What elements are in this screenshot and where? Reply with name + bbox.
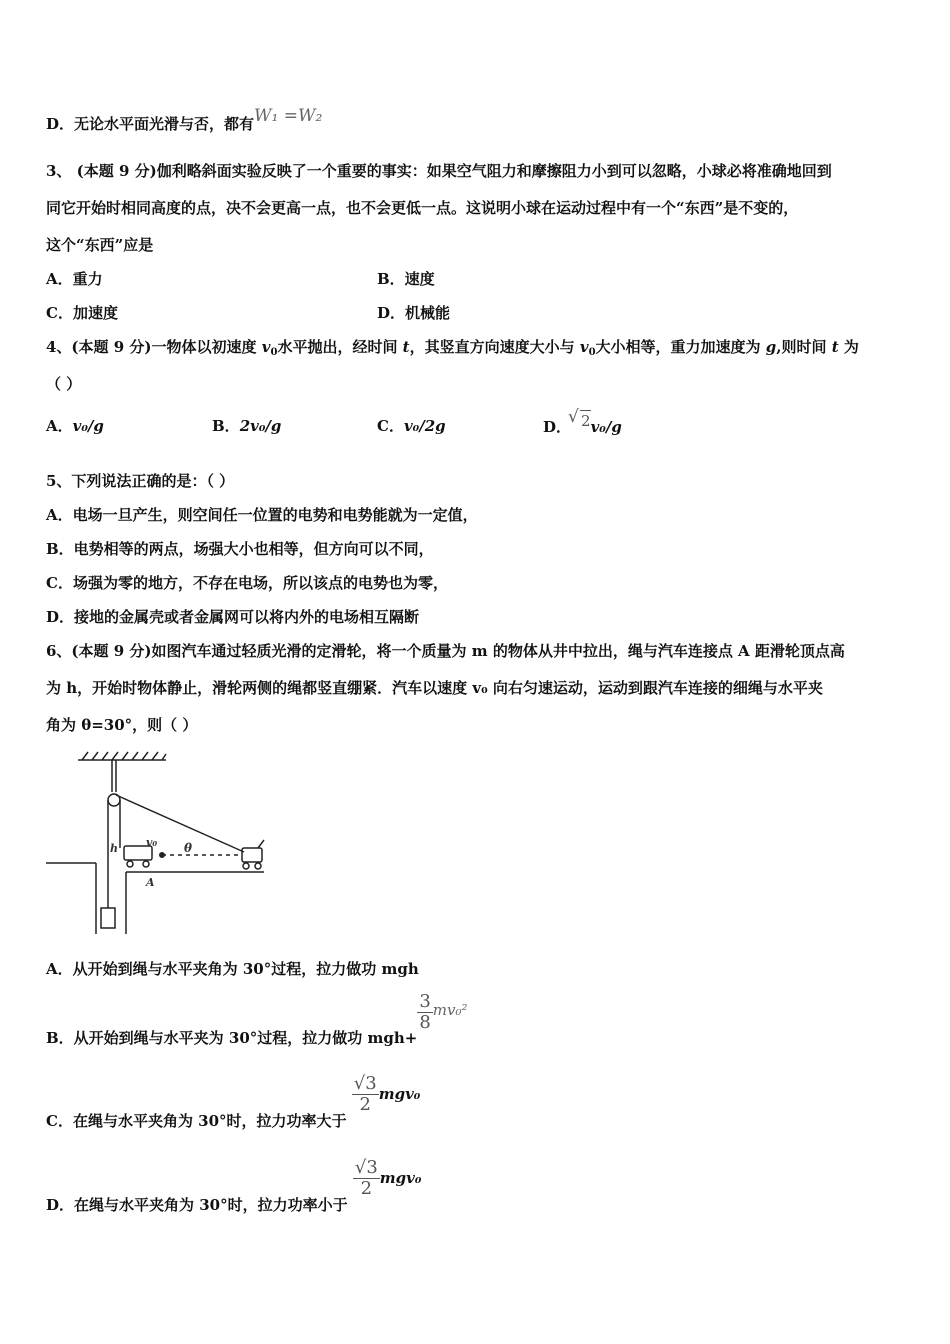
q3-option-b: B．速度 — [377, 270, 435, 288]
q6-stem-line3: 角为 θ=30°，则（ ） — [46, 716, 198, 734]
q2-option-d-text: 无论水平面光滑与否，都有 — [74, 115, 255, 133]
q5-stem: 5、下列说法正确的是：（ ） — [46, 472, 235, 490]
q4-option-a: A．v₀/g — [46, 417, 104, 435]
q3-stem-line3: 这个“东西”应是 — [46, 236, 154, 254]
label-A: A — [146, 876, 155, 889]
q3-option-a: A．重力 — [46, 270, 103, 288]
fraction-sqrt3-2: $\frac{√3}{2}$ — [354, 1157, 378, 1199]
q3-option-d: D．机械能 — [377, 304, 451, 322]
q6-stem-line2: 为 h，开始时物体静止，滑轮两侧的绳都竖直绷紧．汽车以速度 v₀ 向右匀速运动，运动到跟汽车连接的细绳与水平夹 — [46, 679, 823, 697]
fraction-sqrt3-2: $\frac{√3}{2}$ — [353, 1073, 377, 1115]
q6-option-c: C．在绳与水平夹角为 30°时，拉力功率大于 $\frac{√3}{2}$ mgv₀ — [46, 1073, 421, 1130]
q4-stem-line1: 4、(本题 9 分)一物体以初速度 $v_0$水平抛出，经时间 t，其竖直方向速度大小与 $v_0$大小相等，重力加速度为 g,则时间 t 为 — [46, 338, 859, 358]
sqrt-symbol: √ 2 — [580, 410, 591, 431]
pulley-car-figure — [46, 748, 268, 938]
car-end — [242, 848, 262, 862]
q2-option-d-math: W₁ =W₂ — [254, 106, 323, 126]
q3-option-c: C．加速度 — [46, 304, 118, 322]
label-theta: θ — [184, 841, 193, 855]
q4-option-d: D．√ 2v₀/g — [543, 416, 622, 437]
label-h: h — [110, 842, 118, 855]
ceiling-hatch — [82, 752, 166, 760]
label-v0: v₀ — [146, 836, 158, 849]
q6-option-b: B．从开始到绳与水平夹为 30°过程，拉力做功 mgh+ $\frac{3}{8}$ mv₀² — [46, 991, 468, 1047]
q5-option-b: B．电势相等的两点，场强大小也相等，但方向可以不同， — [46, 540, 434, 558]
fraction-3-8: $\frac{3}{8}$ — [419, 991, 431, 1033]
q6-option-d: D．在绳与水平夹角为 30°时，拉力功率小于 $\frac{√3}{2}$ mgv₀ — [46, 1157, 422, 1214]
q4-stem-line2: （ ） — [46, 375, 82, 393]
q4-option-b: B．2v₀/g — [212, 417, 282, 435]
q3-stem-line1: 3、 (本题 9 分)伽利略斜面实验反映了一个重要的事实：如果空气阻力和摩擦阻力小到可以忽略，小球必将准确地回到 — [46, 162, 832, 180]
q5-option-a: A．电场一旦产生，则空间任一位置的电势和电势能就为一定值， — [46, 506, 478, 524]
q2-option-d: D．无论水平面光滑与否，都有W₁ =W₂ — [46, 106, 323, 133]
q5-option-c: C．场强为零的地方，不存在电场，所以该点的电势也为零， — [46, 574, 448, 592]
q3-stem-line2: 同它开始时相同高度的点，决不会更高一点，也不会更低一点。这说明小球在运动过程中有一个“东西”是不变的， — [46, 199, 799, 217]
q6-stem-line1: 6、(本题 9 分)如图汽车通过轻质光滑的定滑轮，将一个质量为 m 的物体从井中拉出，绳与汽车连接点 A 距滑轮顶点高 — [46, 642, 845, 660]
q5-option-d: D．接地的金属壳或者金属网可以将内外的电场相互隔断 — [46, 608, 420, 626]
connection-point — [159, 852, 165, 858]
rope-inclined — [116, 795, 244, 852]
q6-option-a: A．从开始到绳与水平夹角为 30°过程，拉力做功 mgh — [46, 960, 419, 978]
q4-option-c: C．v₀/2g — [377, 417, 446, 435]
object-block — [101, 908, 115, 928]
pulley-diagram — [46, 748, 268, 934]
